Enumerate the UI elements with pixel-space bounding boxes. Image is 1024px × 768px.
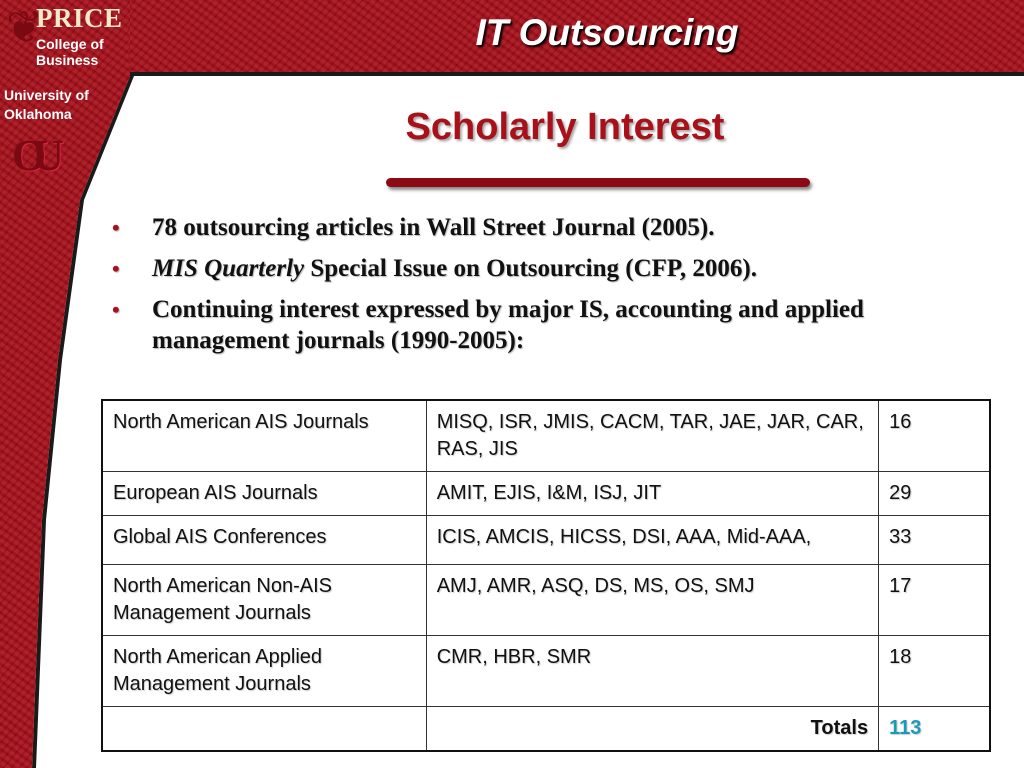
header-band-edge bbox=[0, 72, 1024, 76]
university-line-2: Oklahoma bbox=[4, 106, 72, 122]
table-row bbox=[102, 516, 990, 565]
category-cell: European AIS Journals bbox=[102, 472, 426, 516]
university-line-1: University of bbox=[4, 87, 89, 103]
university-name bbox=[4, 86, 89, 124]
table-row bbox=[102, 636, 990, 707]
bullet-item bbox=[112, 253, 992, 284]
bullet-item bbox=[112, 294, 992, 356]
category-cell: North American AIS Journals bbox=[102, 400, 426, 472]
logo-line-1: College of bbox=[36, 36, 104, 52]
totals-label: Totals bbox=[426, 707, 878, 752]
logo-line-2: Business bbox=[36, 52, 99, 68]
totals-row bbox=[102, 707, 990, 752]
presentation-title: IT Outsourcing bbox=[475, 12, 739, 53]
logo-price-word: PRICE bbox=[36, 3, 123, 33]
category-cell: North American Applied Management Journals bbox=[102, 636, 426, 707]
laurel-icon: ❦ bbox=[6, 3, 43, 52]
journals-cell: AMIT, EJIS, I&M, ISJ, JIT bbox=[426, 472, 878, 516]
journals-cell: CMR, HBR, SMR bbox=[426, 636, 878, 707]
category-cell: Global AIS Conferences bbox=[102, 516, 426, 565]
bullet-item bbox=[112, 212, 992, 243]
journals-cell: MISQ, ISR, JMIS, CACM, TAR, JAE, JAR, CAR, RAS, JIS bbox=[426, 400, 878, 472]
totals-value: 113 bbox=[879, 707, 990, 752]
bullet-list bbox=[112, 212, 992, 366]
title-underline bbox=[386, 178, 810, 187]
slide-title: Scholarly Interest bbox=[405, 106, 725, 148]
count-cell: 29 bbox=[879, 472, 990, 516]
table-row bbox=[102, 400, 990, 472]
bullet-text: Continuing interest expressed by major IS, accounting and applied management journals (1990-2005): bbox=[152, 296, 864, 354]
journals-cell: AMJ, AMR, ASQ, DS, MS, OS, SMJ bbox=[426, 565, 878, 636]
count-cell: 16 bbox=[879, 400, 990, 472]
count-cell: 17 bbox=[879, 565, 990, 636]
bullet-italic-text: MIS Quarterly bbox=[152, 255, 305, 282]
table-row bbox=[102, 472, 990, 516]
count-cell: 18 bbox=[879, 636, 990, 707]
journals-cell: ICIS, AMCIS, HICSS, DSI, AAA, Mid-AAA, bbox=[426, 516, 878, 565]
bullet-text: Special Issue on Outsourcing (CFP, 2006). bbox=[304, 255, 757, 282]
empty-cell bbox=[102, 707, 426, 752]
journals-table bbox=[101, 399, 991, 752]
category-cell: North American Non-AIS Management Journals bbox=[102, 565, 426, 636]
count-cell: 33 bbox=[879, 516, 990, 565]
ou-monogram-icon: OU bbox=[12, 131, 50, 180]
bullet-text: 78 outsourcing articles in Wall Street Journal (2005). bbox=[152, 214, 715, 241]
table-row bbox=[102, 565, 990, 636]
